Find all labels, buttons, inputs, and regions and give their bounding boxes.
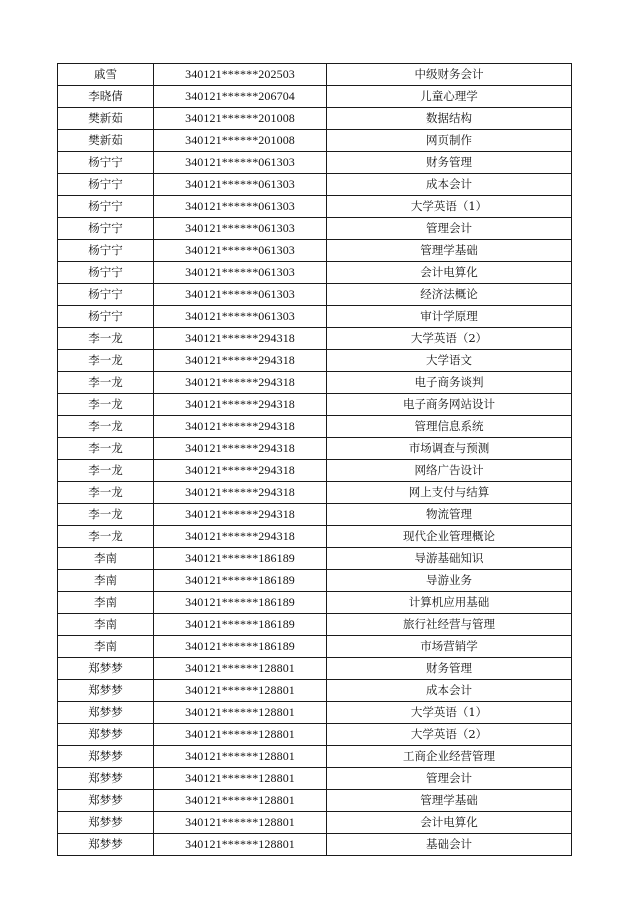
course-name-cell: 管理会计 [327, 768, 572, 790]
student-name-cell: 杨宁宁 [58, 196, 154, 218]
student-name-cell: 李南 [58, 636, 154, 658]
table-row [58, 130, 572, 152]
id-number-cell: 340121******128801 [154, 724, 327, 746]
course-name-cell: 现代企业管理概论 [327, 526, 572, 548]
id-number-cell: 340121******201008 [154, 108, 327, 130]
course-name-cell: 导游基础知识 [327, 548, 572, 570]
id-number-cell: 340121******294318 [154, 416, 327, 438]
table-row [58, 174, 572, 196]
table-row [58, 262, 572, 284]
course-name-cell: 大学英语（2） [327, 724, 572, 746]
table-row [58, 680, 572, 702]
table-row [58, 812, 572, 834]
course-name-cell: 工商企业经营管理 [327, 746, 572, 768]
course-name-cell: 数据结构 [327, 108, 572, 130]
student-name-cell: 杨宁宁 [58, 152, 154, 174]
id-number-cell: 340121******186189 [154, 592, 327, 614]
student-name-cell: 李晓倩 [58, 86, 154, 108]
id-number-cell: 340121******294318 [154, 438, 327, 460]
id-number-cell: 340121******061303 [154, 196, 327, 218]
student-name-cell: 戚雪 [58, 64, 154, 86]
records-table-body [58, 64, 572, 856]
student-name-cell: 李一龙 [58, 504, 154, 526]
id-number-cell: 340121******186189 [154, 548, 327, 570]
course-name-cell: 电子商务网站设计 [327, 394, 572, 416]
student-name-cell: 杨宁宁 [58, 284, 154, 306]
id-number-cell: 340121******186189 [154, 614, 327, 636]
table-row [58, 394, 572, 416]
table-row [58, 548, 572, 570]
course-name-cell: 旅行社经营与管理 [327, 614, 572, 636]
student-name-cell: 李南 [58, 570, 154, 592]
id-number-cell: 340121******294318 [154, 394, 327, 416]
id-number-cell: 340121******061303 [154, 152, 327, 174]
student-name-cell: 李一龙 [58, 460, 154, 482]
student-name-cell: 杨宁宁 [58, 240, 154, 262]
course-name-cell: 电子商务谈判 [327, 372, 572, 394]
student-name-cell: 李一龙 [58, 526, 154, 548]
table-row [58, 416, 572, 438]
course-name-cell: 会计电算化 [327, 262, 572, 284]
student-name-cell: 郑梦梦 [58, 790, 154, 812]
id-number-cell: 340121******186189 [154, 636, 327, 658]
table-row [58, 438, 572, 460]
student-name-cell: 李一龙 [58, 394, 154, 416]
course-name-cell: 大学英语（1） [327, 196, 572, 218]
table-row [58, 592, 572, 614]
course-name-cell: 管理学基础 [327, 240, 572, 262]
student-name-cell: 樊新茹 [58, 108, 154, 130]
table-row [58, 64, 572, 86]
course-name-cell: 大学英语（2） [327, 328, 572, 350]
course-name-cell: 基础会计 [327, 834, 572, 856]
student-name-cell: 李一龙 [58, 372, 154, 394]
course-name-cell: 成本会计 [327, 174, 572, 196]
table-row [58, 152, 572, 174]
id-number-cell: 340121******294318 [154, 504, 327, 526]
id-number-cell: 340121******061303 [154, 262, 327, 284]
id-number-cell: 340121******294318 [154, 482, 327, 504]
course-name-cell: 成本会计 [327, 680, 572, 702]
id-number-cell: 340121******128801 [154, 746, 327, 768]
course-name-cell: 管理会计 [327, 218, 572, 240]
student-name-cell: 郑梦梦 [58, 812, 154, 834]
id-number-cell: 340121******294318 [154, 372, 327, 394]
student-name-cell: 郑梦梦 [58, 834, 154, 856]
table-row [58, 768, 572, 790]
table-row [58, 526, 572, 548]
student-name-cell: 李一龙 [58, 438, 154, 460]
id-number-cell: 340121******294318 [154, 350, 327, 372]
course-name-cell: 网页制作 [327, 130, 572, 152]
course-name-cell: 经济法概论 [327, 284, 572, 306]
id-number-cell: 340121******128801 [154, 702, 327, 724]
table-row [58, 790, 572, 812]
table-row [58, 504, 572, 526]
table-row [58, 570, 572, 592]
student-name-cell: 杨宁宁 [58, 174, 154, 196]
id-number-cell: 340121******128801 [154, 680, 327, 702]
student-name-cell: 李一龙 [58, 416, 154, 438]
table-row [58, 306, 572, 328]
table-row [58, 240, 572, 262]
student-name-cell: 杨宁宁 [58, 262, 154, 284]
course-name-cell: 会计电算化 [327, 812, 572, 834]
table-row [58, 724, 572, 746]
student-name-cell: 李南 [58, 592, 154, 614]
id-number-cell: 340121******061303 [154, 284, 327, 306]
id-number-cell: 340121******294318 [154, 526, 327, 548]
id-number-cell: 340121******201008 [154, 130, 327, 152]
student-name-cell: 郑梦梦 [58, 658, 154, 680]
table-row [58, 658, 572, 680]
student-name-cell: 李一龙 [58, 482, 154, 504]
id-number-cell: 340121******294318 [154, 328, 327, 350]
student-name-cell: 郑梦梦 [58, 702, 154, 724]
id-number-cell: 340121******128801 [154, 790, 327, 812]
course-name-cell: 计算机应用基础 [327, 592, 572, 614]
id-number-cell: 340121******061303 [154, 174, 327, 196]
id-number-cell: 340121******128801 [154, 812, 327, 834]
course-name-cell: 大学语文 [327, 350, 572, 372]
table-row [58, 636, 572, 658]
id-number-cell: 340121******061303 [154, 240, 327, 262]
table-row [58, 328, 572, 350]
table-row [58, 482, 572, 504]
id-number-cell: 340121******128801 [154, 834, 327, 856]
student-name-cell: 李一龙 [58, 328, 154, 350]
student-name-cell: 杨宁宁 [58, 306, 154, 328]
student-name-cell: 郑梦梦 [58, 724, 154, 746]
table-row [58, 86, 572, 108]
id-number-cell: 340121******202503 [154, 64, 327, 86]
id-number-cell: 340121******186189 [154, 570, 327, 592]
course-name-cell: 物流管理 [327, 504, 572, 526]
course-name-cell: 儿童心理学 [327, 86, 572, 108]
student-name-cell: 杨宁宁 [58, 218, 154, 240]
course-name-cell: 中级财务会计 [327, 64, 572, 86]
course-name-cell: 管理信息系统 [327, 416, 572, 438]
table-row [58, 218, 572, 240]
table-row [58, 614, 572, 636]
student-name-cell: 郑梦梦 [58, 680, 154, 702]
course-name-cell: 市场营销学 [327, 636, 572, 658]
table-row [58, 746, 572, 768]
table-row [58, 284, 572, 306]
course-name-cell: 审计学原理 [327, 306, 572, 328]
table-row [58, 460, 572, 482]
student-name-cell: 郑梦梦 [58, 768, 154, 790]
id-number-cell: 340121******128801 [154, 658, 327, 680]
table-row [58, 372, 572, 394]
course-name-cell: 管理学基础 [327, 790, 572, 812]
course-name-cell: 网络广告设计 [327, 460, 572, 482]
student-name-cell: 李南 [58, 548, 154, 570]
course-name-cell: 财务管理 [327, 658, 572, 680]
document-sheet [57, 63, 571, 856]
student-name-cell: 郑梦梦 [58, 746, 154, 768]
table-row [58, 834, 572, 856]
table-row [58, 350, 572, 372]
id-number-cell: 340121******061303 [154, 306, 327, 328]
id-number-cell: 340121******206704 [154, 86, 327, 108]
table-row [58, 108, 572, 130]
id-number-cell: 340121******294318 [154, 460, 327, 482]
table-row [58, 702, 572, 724]
student-name-cell: 李南 [58, 614, 154, 636]
student-name-cell: 樊新茹 [58, 130, 154, 152]
records-table [57, 63, 572, 856]
course-name-cell: 财务管理 [327, 152, 572, 174]
course-name-cell: 网上支付与结算 [327, 482, 572, 504]
course-name-cell: 市场调查与预测 [327, 438, 572, 460]
id-number-cell: 340121******061303 [154, 218, 327, 240]
student-name-cell: 李一龙 [58, 350, 154, 372]
table-row [58, 196, 572, 218]
course-name-cell: 导游业务 [327, 570, 572, 592]
course-name-cell: 大学英语（1） [327, 702, 572, 724]
id-number-cell: 340121******128801 [154, 768, 327, 790]
